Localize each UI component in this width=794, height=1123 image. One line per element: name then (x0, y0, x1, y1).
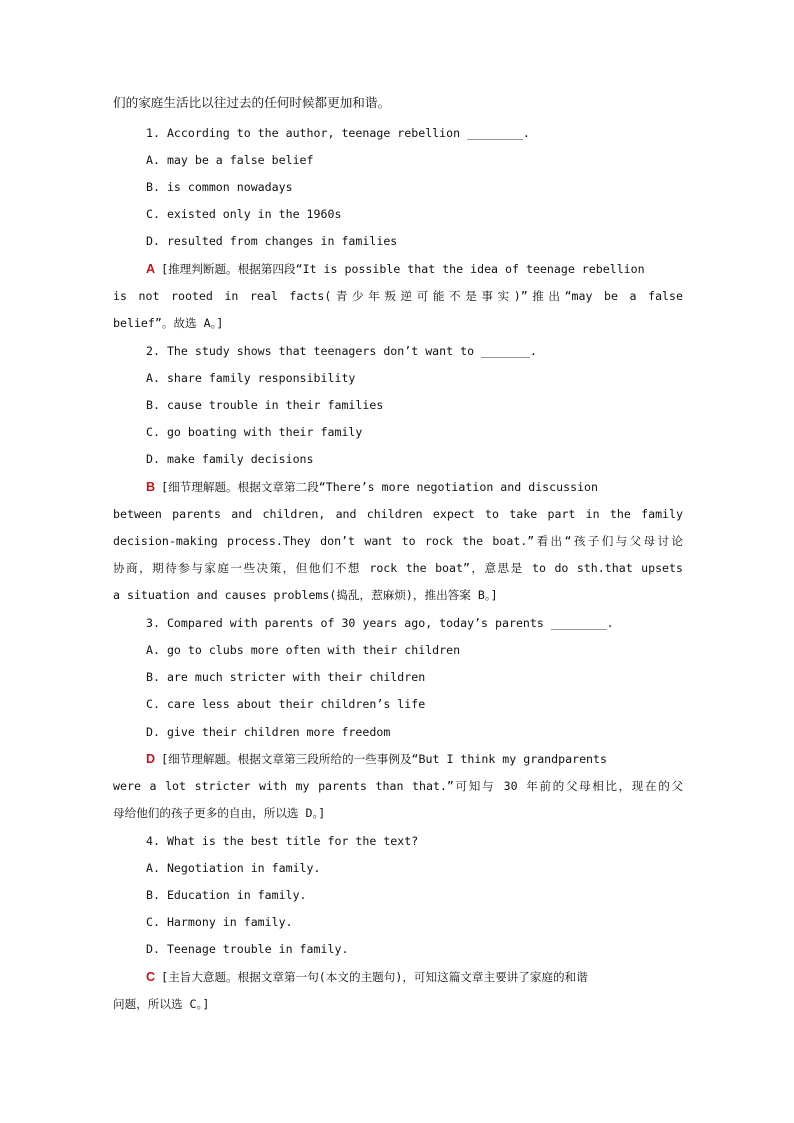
explanation-line: 协商，期待参与家庭一些决策，但他们不想 rock the boat”，意思是 to do sth.that upsets (113, 561, 683, 575)
option-b: B. Education in family. (146, 888, 307, 902)
option-d: D. resulted from changes in families (146, 234, 398, 248)
question-stem: 4. What is the best title for the text? (146, 834, 419, 848)
answer-letter: B (146, 480, 156, 494)
option-d: D. Teenage trouble in family. (146, 942, 349, 956)
option-b: B. cause trouble in their families (146, 398, 384, 412)
explanation-line: C [主旨大意题。根据文章第一句(本文的主题句)，可知这篇文章主要讲了家庭的和谐 (146, 970, 588, 984)
option-c: C. existed only in the 1960s (146, 207, 342, 221)
explanation-line: A [推理判断题。根据第四段“It is possible that the idea of teenage rebellion (146, 262, 645, 276)
question-stem: 3. Compared with parents of 30 years ago, today’s parents ________. (146, 616, 614, 630)
option-c: C. care less about their children’s life (146, 697, 426, 711)
question-stem: 2. The study shows that teenagers don’t want to _______. (146, 344, 537, 358)
explanation-line: a situation and causes problems(捣乱，惹麻烦)，推出答案 B。] (113, 588, 498, 602)
explanation-line: 问题，所以选 C。] (113, 997, 210, 1011)
explanation-line: belief”。故选 A。] (113, 316, 224, 330)
explanation-line: D [细节理解题。根据文章第三段所给的一些事例及“But I think my grandparents (146, 752, 608, 766)
option-b: B. is common nowadays (146, 180, 293, 194)
answer-letter: A (146, 262, 156, 276)
option-a: A. go to clubs more often with their children (146, 643, 461, 657)
option-b: B. are much stricter with their children (146, 670, 426, 684)
answer-letter: C (146, 970, 156, 984)
option-c: C. go boating with their family (146, 425, 363, 439)
explanation-line: 母给他们的孩子更多的自由，所以选 D。] (113, 806, 326, 820)
option-a: A. Negotiation in family. (146, 861, 321, 875)
explanation-line: between parents and children, and children expect to take part in the family (113, 507, 683, 521)
explanation-line: B [细节理解题。根据文章第二段“There’s more negotiation and discussion (146, 480, 599, 494)
answer-letter: D (146, 752, 156, 766)
option-c: C. Harmony in family. (146, 915, 293, 929)
question-stem: 1. According to the author, teenage rebellion ________. (146, 126, 530, 140)
option-a: A. share family responsibility (146, 371, 356, 385)
explanation-line: were a lot stricter with my parents than that.”可知与 30 年前的父母相比，现在的父 (113, 779, 683, 793)
intro-line: 们的家庭生活比以往过去的任何时候都更加和谐。 (113, 96, 391, 110)
option-a: A. may be a false belief (146, 153, 314, 167)
explanation-line: is not rooted in real facts(青少年叛逆可能不是事实)”推出“may be a false (113, 289, 683, 303)
explanation-line: decision-making process.They don’t want to rock the boat.”看出“孩子们与父母讨论 (113, 534, 683, 548)
option-d: D. give their children more freedom (146, 725, 391, 739)
option-d: D. make family decisions (146, 452, 314, 466)
